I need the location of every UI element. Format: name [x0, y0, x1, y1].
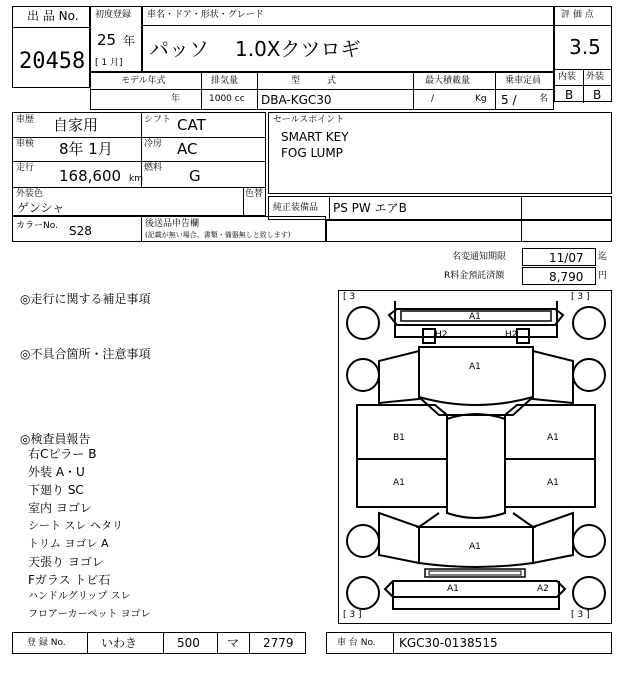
first-reg-month: [ 1 月]: [95, 58, 123, 68]
lot-box: [12, 6, 90, 88]
car-grade: 1.0Xクツロギ: [235, 37, 361, 61]
sales-point-2: FOG LUMP: [281, 146, 343, 160]
capacity-label: 乗車定員: [505, 76, 542, 86]
inspector-item: 室内 ヨゴレ: [28, 501, 92, 515]
notice-unit: 迄: [598, 252, 608, 262]
fuel-label: 燃料: [144, 163, 163, 173]
mileage-unit: km: [129, 174, 143, 184]
lot-number: 20458: [19, 49, 86, 74]
reg-label: 登 録 No.: [27, 638, 66, 648]
exterior-grade: B: [593, 88, 602, 102]
inspector-item: 下廻り SC: [28, 483, 84, 497]
inspector-item: フロアーカーペット ヨゴレ: [28, 609, 151, 620]
equipment-value: PS PW エアB: [333, 201, 407, 215]
displacement-value: 1000 cc: [209, 94, 245, 104]
model-year-label: モデル年式: [121, 76, 166, 86]
aftermarket-note: (記載が無い場合、書類・備器無しと致します): [145, 231, 291, 239]
exterior-label: 外装: [586, 72, 605, 82]
corner-label-bl: [ 3 ]: [343, 610, 362, 620]
shift-label: シフト: [144, 115, 172, 125]
score-box: [554, 6, 612, 102]
specs-block: [12, 112, 266, 216]
equipment-row: [268, 196, 612, 220]
color-no-label: カラーNo.: [16, 221, 58, 231]
car-name: パッソ: [149, 37, 209, 61]
mileage-label: 走行: [16, 163, 35, 173]
interior-grade: B: [565, 88, 574, 102]
repaint-label: 色替: [245, 189, 264, 199]
car-name-label: 車名・ドア・形状・グレード: [147, 10, 264, 20]
driving-notes-label: ◎走行に関する補足事項: [20, 292, 151, 306]
car-damage-diagram: [338, 290, 612, 624]
registration-row: [12, 632, 306, 654]
notice-value: 11/07: [549, 251, 584, 265]
max-load-unit: Kg: [475, 94, 487, 104]
inspection-label: 車検: [16, 139, 35, 149]
model-year-value: 年: [171, 94, 181, 104]
reg-number: 2779: [263, 636, 294, 650]
sales-points-box: [268, 112, 612, 194]
usage-label: 車歴: [16, 115, 35, 125]
interior-label: 内装: [558, 72, 577, 82]
car-name-box: [142, 6, 554, 72]
max-load-label: 最大積載量: [425, 76, 471, 86]
recycle-unit: 円: [598, 271, 608, 281]
aircon-label: 冷房: [144, 139, 163, 149]
inspection-value: 8年 1月: [59, 140, 113, 158]
inspector-item: トリム ヨゴレ A: [28, 537, 109, 550]
chassis-label: 車 台 No.: [337, 638, 376, 648]
equipment-row-2: [326, 220, 612, 242]
score-label: 評 価 点: [561, 10, 594, 20]
notice-box: [522, 248, 596, 266]
inspector-item: 天張り ヨゴレ: [28, 555, 104, 569]
inspector-label: ◎検査員報告: [20, 432, 91, 446]
corner-label-br: [ 3 ]: [571, 610, 590, 620]
reg-kana: マ: [227, 636, 240, 650]
color-value: ゲンシャ: [17, 201, 65, 215]
mark-rear-bumper-left: A1: [447, 584, 459, 594]
first-reg-box: [90, 6, 142, 72]
type-value: DBA-KGC30: [261, 93, 332, 107]
equipment-label: 純正装備品: [273, 203, 319, 213]
lot-label: 出 品 No.: [27, 9, 79, 23]
capacity-unit: 名: [539, 94, 549, 104]
mark-trunk: A1: [469, 542, 481, 552]
chassis-number: KGC30-0138515: [399, 636, 498, 650]
shift-value: CAT: [177, 116, 206, 134]
sales-points-label: セールスポイント: [273, 115, 345, 125]
mileage-value: 168,600: [59, 167, 122, 185]
sales-point-1: SMART KEY: [281, 130, 349, 144]
recycle-value: 8,790: [549, 270, 584, 284]
mark-h2-left: H2: [435, 330, 448, 340]
reg-area: いわき: [101, 636, 138, 650]
reg-class: 500: [177, 636, 200, 650]
type-label: 型 式: [291, 76, 337, 86]
inspector-item: 外装 A・U: [28, 465, 85, 479]
color-no-value: S28: [69, 224, 92, 238]
max-load-value: /: [431, 94, 435, 104]
mark-front-bumper: A1: [469, 312, 481, 322]
inspector-item: Fガラス トビ石: [28, 573, 111, 587]
model-row: [90, 72, 554, 110]
corner-label-tl: [ 3: [343, 292, 356, 302]
displacement-label: 排気量: [211, 76, 239, 86]
mark-right-rear-door: A1: [547, 478, 559, 488]
score-value: 3.5: [569, 35, 601, 59]
aftermarket-label: 後送品申告欄: [145, 219, 200, 229]
aircon-value: AC: [177, 140, 198, 158]
year-unit: 年: [123, 34, 136, 48]
mark-left-rear-door: A1: [393, 478, 405, 488]
notice-label: 名変通知期限: [452, 252, 507, 262]
car-outline: [339, 291, 613, 625]
inspector-item: 右Cピラー B: [28, 447, 97, 461]
recycle-label: R料金預託済額: [444, 271, 505, 281]
mark-h2-right: H2: [505, 330, 518, 340]
first-reg-label: 初度登録: [95, 10, 132, 20]
chassis-row: [326, 632, 612, 654]
capacity-value: 5 /: [501, 93, 517, 107]
mark-rear-bumper-right: A2: [537, 584, 549, 594]
mark-left-front-door: B1: [393, 433, 405, 443]
corner-label-tr: [ 3 ]: [571, 292, 590, 302]
defects-label: ◎不具合箇所・注意事項: [20, 347, 151, 361]
usage-value: 自家用: [53, 116, 99, 134]
inspector-item: シート スレ ヘタリ: [28, 519, 123, 532]
color-label: 外装色: [16, 189, 44, 199]
inspector-item: ハンドルグリップ スレ: [28, 591, 131, 602]
first-reg-year: 25: [97, 31, 117, 49]
recycle-box: [522, 267, 596, 285]
fuel-value: G: [189, 167, 201, 185]
mark-right-front-door: A1: [547, 433, 559, 443]
mark-hood: A1: [469, 362, 481, 372]
